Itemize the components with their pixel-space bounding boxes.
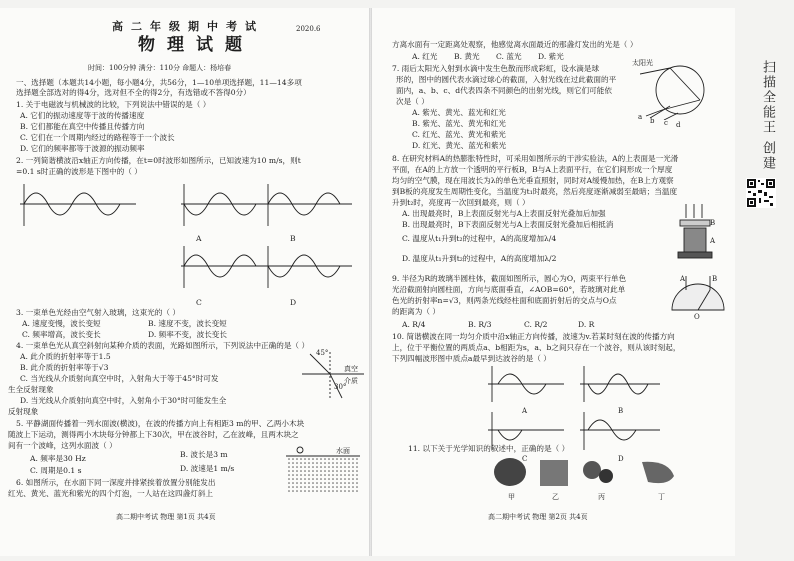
q6-water-figure (284, 446, 362, 494)
q9-option-b: B. R/3 (468, 320, 492, 329)
q6-line2: 红光、黄光、蓝光和紫光的四个灯泡，一人站在这四盏灯斜上 (8, 489, 214, 498)
q2-wave-figures (16, 180, 356, 308)
q8-option-a: A. 出现最亮时，B上表面反射光与A上表面反射光叠加后加强 (402, 209, 606, 218)
q9-line1: 9. 半径为R的玻璃半圆柱体，截面如图所示，圆心为O，两束平行单色 (392, 274, 627, 283)
q3-stem: 3. 一束单色光经由空气射入玻璃，这束光的（ ） (16, 308, 180, 317)
q11-images (492, 456, 682, 490)
q7-ray-c: c (664, 119, 668, 127)
q7-option-d: D. 红光、黄光、蓝光和紫光 (412, 141, 507, 150)
q1-option-a: A. 它们的振动速度等于波的传播速度 (20, 111, 145, 120)
q4-option-c-cont: 生全反射现象 (8, 385, 54, 394)
q6-option-a: A. 红光 (412, 52, 438, 61)
q5-option-d: D. 波速是1 m/s (180, 464, 235, 473)
q10-label-c: C (522, 455, 528, 463)
q4-angle-45: 45° (316, 349, 329, 357)
q2-label-b: B (290, 234, 296, 243)
right-footer: 高二期中考试 物理 第2页 共4页 (488, 513, 588, 521)
q1-option-d: D. 它们的频率都等于波源的振动频率 (20, 144, 145, 153)
q10-wave-figures (484, 364, 664, 454)
q7-ray-d: d (676, 121, 681, 129)
q8-line4: 到B板的亮度发生周期性变化，当温度为t₁时最亮，然后亮度逐渐减弱至最暗；当温度 (392, 187, 678, 196)
exam-date: 2020.6 (296, 25, 321, 33)
q2-line2: =0.1 s时正确的波形是下图中的（ ） (16, 167, 142, 176)
q11-label-yi: 乙 (552, 493, 559, 501)
q10-line2: 上，位于平衡位置的两质点a、b相距为s，a、b之间只存在一个波谷，则从该时刻起， (392, 343, 681, 352)
q6-option-c: C. 蓝光 (496, 52, 522, 61)
q5-option-b: B. 波长是3 m (180, 450, 228, 459)
q4-option-d-cont: 反射现象 (8, 407, 39, 416)
left-footer: 高二期中考试 物理 第1页 共4页 (116, 513, 216, 521)
q4-option-d: D. 当光线从介质射向真空中时，入射角小于30°时可能发生全 (20, 396, 227, 405)
q5-option-c: C. 周期是0.1 s (30, 466, 82, 475)
q8-line2: 平面，在A的上方放一个透明的平行板B，B与A上表面平行，在它们间形成一个厚度 (392, 165, 673, 174)
q9-label-b: B (712, 275, 718, 283)
scanner-watermark-text: 扫描全能王 创建 (760, 60, 775, 172)
q7-ray-a: a (638, 113, 643, 121)
left-page (0, 8, 370, 556)
q3-option-a: A. 速度变慢，波长变短 (22, 319, 101, 328)
q11-label-jia: 甲 (508, 493, 515, 501)
q3-option-b: B. 速度不变，波长变短 (148, 319, 227, 328)
q7-ray-b: b (650, 117, 655, 125)
q4-option-a: A. 此介质的折射率等于1.5 (20, 352, 111, 361)
q7-line2: 形的，图中的圆代表水滴过球心的截面，入射光线在过此截面的平 (396, 75, 617, 84)
q10-label-d: D (618, 455, 624, 463)
q5-line2: 随波上下运动，测得两小木块每分钟都上下30次，甲在波谷时，乙在波峰，且两木块之 (8, 430, 299, 439)
q11-stem: 11. 以下关于光学知识的叙述中，正确的是（ ） (408, 444, 570, 453)
q2-label-a: A (196, 234, 202, 243)
q4-option-c: C. 当光线从介质射向真空中时，入射角大于等于45°时可发 (20, 374, 219, 383)
q7-droplet-figure (640, 60, 710, 120)
q2-line1: 2. 一列简谐横波沿x轴正方向传播，在t=0时波形如图所示，已知波速为10 m/s，则t (16, 156, 301, 165)
q5-option-a: A. 频率是30 Hz (30, 454, 86, 463)
q9-line2: 光沿截面射向圆柱面，方向与底面垂直，∠AOB=60°，若玻璃对此单 (392, 285, 626, 294)
q9-option-c: C. R/2 (524, 320, 548, 329)
q8-line3: 均匀的空气膜，现在用波长为λ的单色光垂直照射，同时对A缓慢加热，在B上方观察 (392, 176, 674, 185)
exam-sheet (0, 8, 735, 556)
q1-stem: 1. 关于电磁波与机械波的比较，下列说法中错误的是（ ） (16, 100, 211, 109)
q9-option-d: D. R (578, 320, 595, 329)
q7-sunlight-label: 太阳光 (632, 59, 653, 67)
q10-line1: 10. 简谐横波在同一均匀介质中沿x轴正方向传播，波速为v.若某时刻在波的传播方向 (392, 332, 675, 341)
q7-option-b: B. 紫光、蓝光、黄光和红光 (412, 119, 506, 128)
right-page (372, 8, 732, 556)
q1-option-b: B. 它们都能在真空中传播且传播方向 (20, 122, 145, 131)
q7-line4: 次是（ ） (396, 97, 429, 106)
q8-apparatus-figure (674, 204, 718, 262)
q9-line4: 的距离为（ ） (392, 307, 440, 316)
q10-label-b: B (618, 407, 624, 415)
q2-label-d: D (290, 298, 297, 307)
q8-line5: 升到t₂时，亮度再一次回到最亮，则（ ） (392, 198, 530, 207)
q3-option-d: D. 频率不变，波长变长 (148, 330, 227, 339)
q7-line3: 面内，a、b、c、d代表四条不同颜色的出射光线，则它们可能依 (396, 86, 612, 95)
q10-label-a: A (522, 407, 528, 415)
section1-line2: 选择题全部选对的得4分，选对但不全的得2分，有选错或不答得0分） (16, 88, 251, 97)
q8-line1: 8. 在研究材料A的热膨胀特性时，可采用如图所示的干涉实验法，A的上表面是一光滑 (392, 154, 679, 163)
q9-label-o: O (694, 313, 700, 321)
q5-line3: 间有一个波峰，这列水面波（ ） (8, 441, 117, 450)
q8-label-a: A (710, 237, 716, 245)
q9-label-a: A (680, 275, 686, 283)
q11-label-bing: 丙 (598, 493, 605, 501)
q5-line1: 5. 平静湖面传播着一列水面波(横波)，在波的传播方向上有相距3 m的甲、乙两小木块 (16, 419, 305, 428)
q4-line1: 4. 一束单色光从真空斜射向某种介质的表面，光路如图所示，下列说法中正确的是（ ） (16, 341, 310, 350)
qr-code-icon (746, 178, 776, 208)
q8-option-d: D. 温度从t₁升到t₂的过程中，A的高度增加λ/2 (402, 254, 557, 263)
q8-label-b: B (710, 219, 716, 227)
q9-line3: 色光的折射率n=√3，则两条光线经柱面和底面折射后的交点与O点 (392, 296, 617, 305)
q11-label-ding: 丁 (658, 493, 665, 501)
q4-angle-30: 30° (334, 383, 347, 391)
q7-line1: 7. 雨后太阳光入射到水滴中发生色散而形成彩虹，设水滴是球 (392, 64, 600, 73)
q1-option-c: C. 它们在一个周期内经过的路程等于一个波长 (20, 133, 175, 142)
q6-line1: 6. 如图所示，在水面下同一深度并排紧挨着放置分别能发出 (16, 478, 216, 487)
q7-option-c: C. 红光、蓝光、黄光和紫光 (412, 130, 506, 139)
scanner-watermark (740, 60, 790, 260)
q9-option-a: A. R/4 (402, 320, 426, 329)
q10-line3: 下列四幅波形图中质点a最早到达波谷的是（ ） (392, 354, 551, 363)
q8-option-c: C. 温度从t₁升到t₂的过程中，A的高度增加λ/4 (402, 234, 557, 243)
page-title: 物理试题 (138, 35, 254, 55)
q6-cont-line: 方离水面有一定距离处观察，他感觉离水面最近的那盏灯发出的光是（ ） (392, 40, 638, 49)
q8-option-b: B. 出现最亮时，B下表面反射光与A上表面反射光叠加后相抵消 (402, 220, 614, 229)
q4-medium-vacuum: 真空 (344, 365, 358, 373)
q6-option-d: D. 紫光 (538, 52, 564, 61)
q4-option-b: B. 此介质的折射率等于√3 (20, 363, 109, 372)
q3-option-c: C. 频率增高，波长变长 (22, 330, 101, 339)
q4-medium-glass: 介质 (344, 377, 358, 385)
exam-header: 高二年级期中考试 (112, 20, 264, 33)
exam-info: 时间：100分钟 满分：110分 命题人：杨培春 (88, 64, 232, 72)
q6-water-label: 水面 (336, 447, 350, 455)
q6-option-b: B. 黄光 (454, 52, 480, 61)
section1-line1: 一、选择题（本题共14小题，每小题4分，共56分，1—10单项选择题，11—14多项 (16, 78, 302, 87)
q2-label-c: C (196, 298, 202, 307)
q7-option-a: A. 紫光、黄光、蓝光和红光 (412, 108, 506, 117)
